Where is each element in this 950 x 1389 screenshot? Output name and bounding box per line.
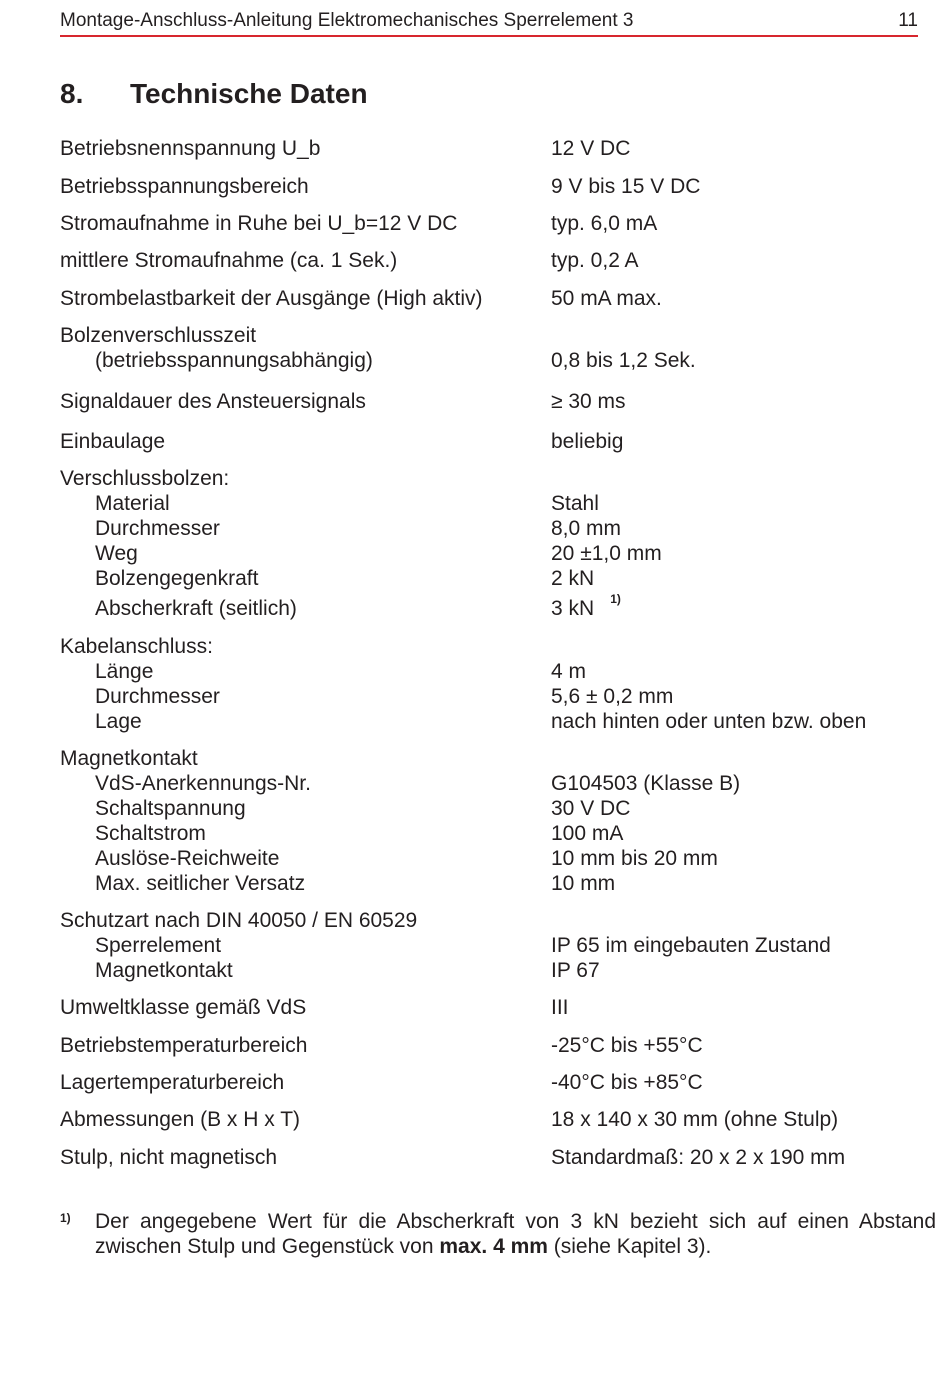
spec-value: IP 65 im eingebauten Zustand [551,934,831,957]
spec-label: Verschlussbolzen: [60,467,230,490]
spec-value: 10 mm [551,872,616,895]
header-title: Montage-Anschluss-Anleitung Elektromechanisches Sperrelement 3 [60,10,634,31]
spec-value-with-footnote [551,592,621,624]
spec-value: 3 kN [551,597,595,620]
spec-label: mittlere Stromaufnahme (ca. 1 Sek.) [60,249,398,272]
spec-label: Strombelastbarkeit der Ausgänge (High aktiv) [60,287,483,310]
spec-label: Betriebstemperaturbereich [60,1034,308,1057]
spec-value: 10 mm bis 20 mm [551,847,718,870]
spec-label: Sperrelement [95,934,222,957]
spec-value: 5,6 ± 0,2 mm [551,685,674,708]
footnote-text-bold: max. 4 mm [439,1235,548,1258]
spec-label: Schaltspannung [95,797,246,820]
spec-value: Stahl [551,492,599,515]
spec-label: Abmessungen (B x H x T) [60,1108,301,1131]
spec-label: Schaltstrom [95,822,206,845]
section-heading [60,74,368,114]
spec-label: Schutzart nach DIN 40050 / EN 60529 [60,909,418,932]
spec-value: typ. 0,2 A [551,249,639,272]
footnote-mark: 1) [60,1211,71,1225]
page-header [60,9,918,37]
spec-label: Länge [95,660,154,683]
footnote-text-after: (siehe Kapitel 3). [547,1235,712,1258]
spec-value: 8,0 mm [551,517,622,540]
spec-value: ≥ 30 ms [551,390,626,413]
spec-label: Stromaufnahme in Ruhe bei U_b=12 V DC [60,212,458,235]
spec-value: IP 67 [551,959,600,982]
spec-value: 100 mA [551,822,624,845]
spec-value: 4 m [551,660,587,683]
spec-label: Betriebsspannungsbereich [60,175,309,198]
footnote-text-before: Der angegebene Wert für die Abscherkraft von 3 kN bezieht sich auf einen Abstand zwischen Stulp und Gegenstück von [95,1210,936,1258]
page-number: 11 [898,10,918,31]
section-title: Technische Daten [130,78,368,109]
spec-label: Umweltklasse gemäß VdS [60,996,307,1019]
spec-value: -40°C bis +85°C [551,1071,703,1094]
spec-label: VdS-Anerkennungs-Nr. [95,772,311,795]
spec-label: Magnetkontakt [95,959,233,982]
spec-label: Stulp, nicht magnetisch [60,1146,278,1169]
spec-label: Lage [95,710,142,733]
spec-label: Bolzengegenkraft [95,567,259,590]
spec-label: Einbaulage [60,430,166,453]
spec-label: Max. seitlicher Versatz [95,872,306,895]
spec-label: Durchmesser [95,517,220,540]
footnote-text [95,1209,936,1259]
spec-label: Auslöse-Reichweite [95,847,280,870]
spec-label: Weg [95,542,138,565]
spec-label: Durchmesser [95,685,220,708]
spec-label: (betriebsspannungsabhängig) [95,349,373,372]
spec-value: 0,8 bis 1,2 Sek. [551,349,696,372]
spec-label: Lagertemperaturbereich [60,1071,285,1094]
spec-label: Material [95,492,170,515]
spec-label: Bolzenverschlusszeit [60,324,257,347]
spec-value: beliebig [551,430,624,453]
spec-label: Betriebsnennspannung U_b [60,137,321,160]
footnote-reference: 1) [610,592,621,606]
spec-value: 18 x 140 x 30 mm (ohne Stulp) [551,1108,839,1131]
spec-value: typ. 6,0 mA [551,212,658,235]
spec-value: -25°C bis +55°C [551,1034,703,1057]
spec-value: III [551,996,569,1019]
section-number: 8. [60,78,84,109]
spec-value: 30 V DC [551,797,631,820]
spec-value: 12 V DC [551,137,631,160]
spec-value: G104503 (Klasse B) [551,772,741,795]
spec-value: 50 mA max. [551,287,662,310]
spec-value: Standardmaß: 20 x 2 x 190 mm [551,1146,846,1169]
spec-value: 20 ±1,0 mm [551,542,662,565]
spec-value: 9 V bis 15 V DC [551,175,701,198]
spec-label: Abscherkraft (seitlich) [95,597,297,620]
spec-value: 2 kN [551,567,595,590]
spec-label: Kabelanschluss: [60,635,213,658]
spec-label: Magnetkontakt [60,747,198,770]
spec-value: nach hinten oder unten bzw. oben [551,710,867,733]
spec-label: Signaldauer des Ansteuersignals [60,390,366,413]
